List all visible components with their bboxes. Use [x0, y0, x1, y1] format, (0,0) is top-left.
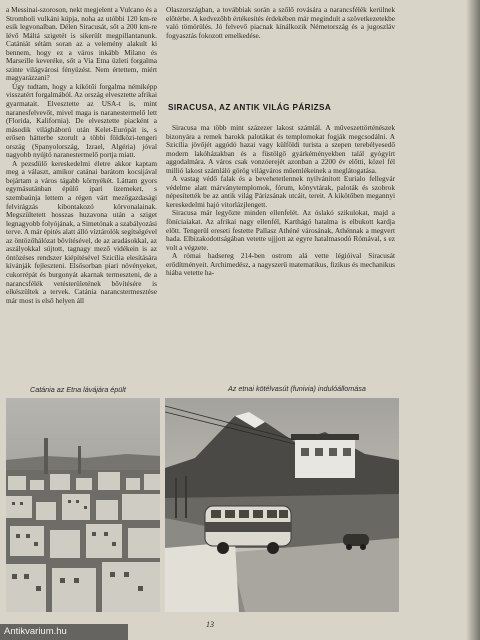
- photo-etna-cable-car-station: [165, 398, 399, 612]
- paragraph: Siracusa már legyőzte minden ellenfelét. Az óslakó szikulokat, majd a föníciaiakat. Az afrikai nagy ellenfél, Karthágó hatalma is elbukott kardja előtt. Tengerül ereseti festette Pallasz Athéné városának, Athénnak a megvert hada. Elbizakodottságában vetette ujjjott az egyre hatalmasodó Rómával, s ez volt a végzete.: [166, 208, 395, 252]
- watermark-label: Antikvarium.hu: [0, 624, 128, 640]
- section-headline: SIRACUSA, AZ ANTIK VILÁG PÁRIZSA: [168, 103, 332, 112]
- paragraph: a Messinai-szoroson, nekt megjelent a Vulcano és a Stromboli vulkáni kúpja, noha az utóbbi 120 km-re esik legvonalban. Délen Siracusát, sőt a 200 km-re lévő Máltá szigetét is sikerült megpillantanunk. Catániát sétám soran az a velemény alakult ki bennem, hogy ez a város inkább Milano és Marseille keveréke, sőt a Via Etna üzleti forgalma szinte világvárosi fényüzést. Nem értettem, miért magyarázzani?: [6, 5, 157, 83]
- paragraph: A római hadsereg 214-ben ostrom alá vette légióival Siracusát erődítményeit. Archimedész, a nagyszerű matematikus, fizikus és mechanikus hiába vetette ha-: [166, 251, 395, 278]
- paragraph: Siracusa ma több mint százezer lakost számlál. A műveszettörténészek bizonyára a remek barokk palotákat és templomokat fogják megcsodálni. A Szicília jövőjét aggódó hazai vagy külföldi turista a szepen terebélyesedő modern lakóházakban és a füstölgő gyárkéményekben talál gyógyírt aggodalmára. A város csak vonzóerejét azonban a 2200 év előtti, közel fél millió lakost számláló görög világváros műemlékeinek a meglátogatása.: [166, 123, 395, 175]
- paragraph: A vastag védő falak és a bevehetetlennek nyilvánított Eurialo fellegvár védelme alatt márványtemplomok, fórum, könyvtárak, paloták és szobrok népesítették be az antik világ Párizsának utcáit, tereit. A kikötőben megannyi kereskedelmi hajó vitorlázjlengett.: [166, 174, 395, 209]
- paragraph: Olaszországban, a továbbiak során a szőlő rovására a narancsfélék kerülnek előtérbe. A kedvezőbb értékesítés érdekében már megindult a szövetkezetekbe való tömörülés. Jó felvevő piacnak kínálkozik Németország és a jugoszláv fogyasztás fokozott emelkedése.: [166, 5, 395, 40]
- right-text-column-bottom: [166, 124, 395, 278]
- paragraph: A pezsdülő kereskedelmi életre akkor kaptam meg a választ, amikor catánai barátom kocsijával bejártam a város tágabb környékét. Láttam gyors egymásutánban épülő ipari üzemeket, s szembaúnja lettem a régen várt mezőgazdasági felvirágzás kibontakozó körvonalainak. Megszültetett hosszas huzavona után a sziget legnagyobb folyójának, a Simetónak a szabályozási terve. A már épités alatt álló víztárolók segítségével az öntözőhálózat bővítésével, de az aradásokkal, az aszályokkal sújtott, tagnagy mező vidékein is az öntözéses rendszer kiépítésével Szicília elesítására kívánják fejleszteni. Elsősorban piari növényeket, cukorrépát és burgonyát akarnak termeszteni, de a narancsfélék vetésterületének bővítésére is elkészültek a tervek. Catánia narancstermesztése már most is első helyen áll: [6, 158, 157, 305]
- photo-catania-city: [6, 398, 160, 612]
- paragraph: Úgy tudtam, hogy a kikötői forgalma némiképp visszatért forgalmából. Az ország elvesztette afrikai gyarmatait. Elvesztette az USA-t is, mint naranesfelvevőt, mivel maga is naranestermelő lett (Florida, Kalifornia). De elvesztette piacként a második világháború után Kelet-Európát is, s erősen hátterbe szorult a többi földközi-tengeri ország (Spanyolország, Izrael, Algéria) jóval nagyobb nyújtó naranestermelő portja miatt.: [6, 81, 158, 160]
- photo-caption-left: Catánia az Etna lávájára épült: [30, 385, 126, 394]
- photo-caption-right: Az etnai kötélvasút (funivia) indulóállomása: [228, 384, 366, 393]
- page-number: 13: [206, 620, 214, 629]
- right-text-column-top: [166, 6, 395, 40]
- left-text-column: [6, 6, 157, 305]
